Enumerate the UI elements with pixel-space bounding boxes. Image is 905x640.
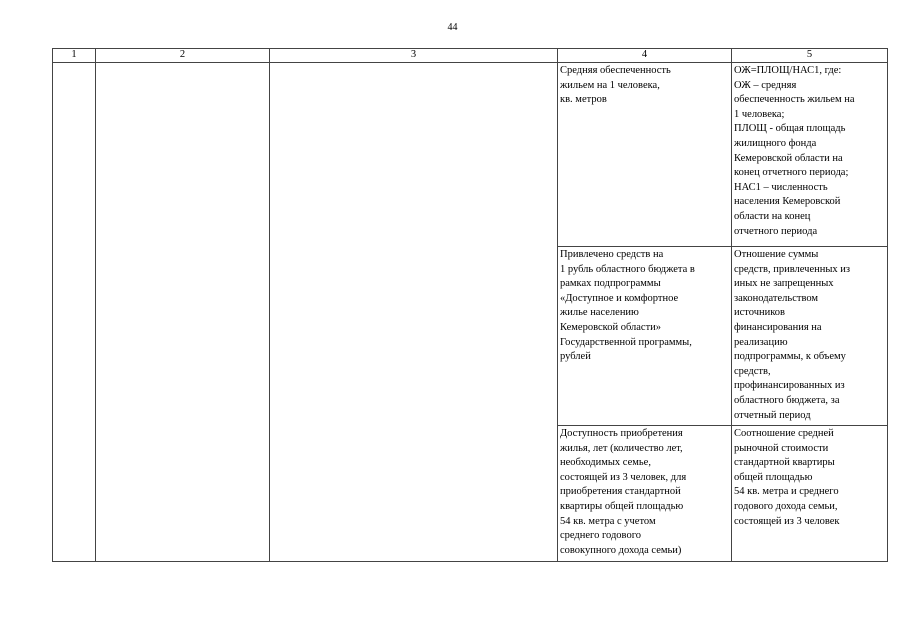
column-header-3: 3 xyxy=(270,49,558,63)
column-header-4: 4 xyxy=(558,49,732,63)
table-row xyxy=(53,63,888,247)
column-header-5: 5 xyxy=(732,49,888,63)
method-cell: Соотношение средней рыночной стоимости стандартной квартиры общей площадью 54 кв. метра и среднего годового дохода семьи, состоящей из 3 человек xyxy=(732,426,888,562)
indicator-cell: Средняя обеспеченность жильем на 1 человека, кв. метров xyxy=(558,63,732,247)
page-number: 44 xyxy=(447,22,458,33)
column-header-1: 1 xyxy=(53,49,96,63)
indicators-table xyxy=(52,48,888,562)
indicator-cell: Привлечено средств на 1 рубль областного бюджета в рамках подпрограммы «Доступное и комфортное жилье населению Кемеровской области» Государственной программы, рублей xyxy=(558,247,732,426)
table-header-row xyxy=(53,49,888,63)
cell-col1-empty xyxy=(53,63,96,562)
cell-col2-empty xyxy=(96,63,270,562)
column-header-2: 2 xyxy=(96,49,270,63)
method-cell: Отношение суммы средств, привлеченных из иных не запрещенных законодательством источников финансирования на реализацию подпрограммы, к объему средств, профинансированных из областного бюджета, за отчетный период xyxy=(732,247,888,426)
cell-col3-empty xyxy=(270,63,558,562)
indicator-cell: Доступность приобретения жилья, лет (количество лет, необходимых семье, состоящей из 3 человек, для приобретения стандартной квартиры общей площадью 54 кв. метра с учетом среднего годового совокупного дохода семьи) xyxy=(558,426,732,562)
method-cell: ОЖ=ПЛОЩ/НАС1, где: ОЖ – средняя обеспеченность жильем на 1 человека; ПЛОЩ - общая площадь жилищного фонда Кемеровской области на конец отчетного периода; НАС1 – численность населения Кемеровской области на конец отчетного периода xyxy=(732,63,888,247)
